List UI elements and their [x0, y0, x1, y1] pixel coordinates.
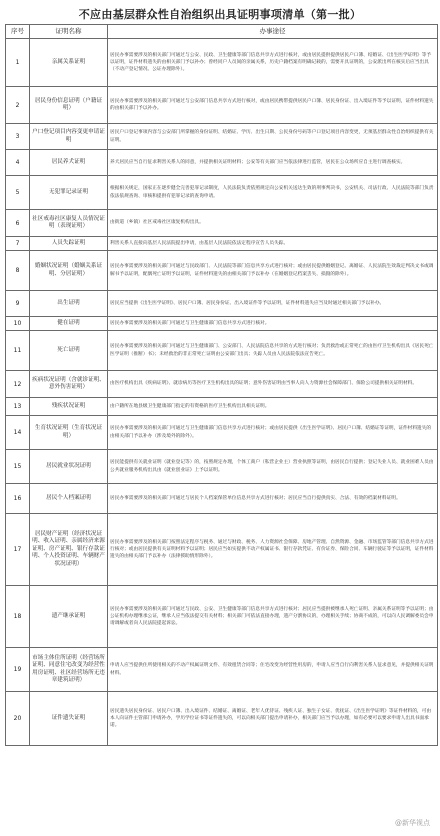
row-name: 无犯罪记录证明: [30, 176, 108, 210]
table-row: [6, 150, 438, 176]
row-way: 居民遗失居民身份证、居民户口簿、出入境证件、结婚证、离婚证、老年人优待证、残疾人证、独生子女证、优抚证、《出生医学证明》等证件材料的，可由本人向证件主管部门申请补办，学历学位证书等证件遗失的，可以向相关部门提出申请补办，相关部门应当予以办理，如有必要可以要求申请人出具书面承诺。: [108, 692, 438, 746]
table-row: [6, 237, 438, 251]
certificate-list-table: [5, 24, 438, 746]
row-name: 居民就业状况证明: [30, 450, 108, 484]
row-num: 2: [6, 87, 30, 124]
table-row: [6, 692, 438, 746]
table-row: [6, 648, 438, 692]
table-row: [6, 176, 438, 210]
row-way: 居民办事需要涉及的相关部门按照法定程序与税务、通过与财政、税务、人力资源社会保障、房地产管理、自然资源、金融、市场监管等部门信息共享方式进行核对；或由居民提供有关证明材料予以证明；居民应当如实提供不动产权属证书、银行存款凭证、有价证券、保险合同、车辆行驶证等予以证明，证件材料遗失的由相关部门予以补办（法律援助情形除外）。: [108, 514, 438, 586]
row-num: 18: [6, 586, 30, 648]
table-header-row: [6, 25, 438, 39]
row-way: 由户籍所在地县级卫生健康部门指定的有资格的医疗卫生机构出具相关证明。: [108, 398, 438, 416]
header-num: 序号: [6, 25, 30, 39]
table-row: [6, 398, 438, 416]
table-row: [6, 210, 438, 237]
row-num: 9: [6, 291, 30, 317]
row-name: 证件遗失证明: [30, 692, 108, 746]
row-num: 16: [6, 484, 30, 514]
row-num: 19: [6, 648, 30, 692]
row-name: 疾病状况证明（含就诊证明、意外伤害证明）: [30, 371, 108, 398]
table-row: [6, 416, 438, 450]
row-name: 社区戒毒社区康复人员情况证明（表现证明）: [30, 210, 108, 237]
table-row: [6, 39, 438, 87]
table-row: [6, 291, 438, 317]
row-num: 8: [6, 251, 30, 291]
row-num: 13: [6, 398, 30, 416]
row-num: 7: [6, 237, 30, 251]
row-num: 17: [6, 514, 30, 586]
row-way: 居民户口登记事项内容与公安部门所掌握的身份证明、结婚证、学历、出生日期、公民身份号码等户口登记项目内容变更，无须基层群众性自治组织提供有关证明。: [108, 124, 438, 150]
row-way: 居民能提供有关就业证明（就业登记等）的，按照规定办理，个体工商户（私营企业主）营业执照等证明，由居民自行提供；登记失业人员、就业困难人员由公共就业服务机构出具由《就业创业证》上予以证明。: [108, 450, 438, 484]
row-num: 10: [6, 317, 30, 331]
row-way: 居民办事需要涉及的相关部门可通过与卫生健康部门信息共享方式进行核对。: [108, 317, 438, 331]
row-way: 居民办事需要涉及的相关部门可通过与公安部门信息共享方式进行核对，或由居民携带提供居民户口簿、居民身份证、出入境证件等予以证明，证件材料遗失的由相关部门予以补办。: [108, 87, 438, 124]
row-num: 12: [6, 371, 30, 398]
row-way: 居民办事需要涉及的相关部门可通过与公安、民政、卫生健康等部门信息共享方式进行核对，或由居民提供提供居民户口簿、结婚证、《出生医学证明》等予以证明，证件材料遗失的由相关部门予以补办；曾经同户人员间的亲属关系，历史户籍档案有明确记载的，需要开具证明的，公安派出所在核实后应当出具（不动产登记情况、公证办理除外）。: [108, 39, 438, 87]
row-num: 20: [6, 692, 30, 746]
row-way: 居民办事需要涉及的相关部门可通过与民政部门、人民法院等部门信息共享方式进行核对；或由居民提供婚姻登记、离婚证、人民法院生效裁定判决文书或调解书予以证明，配偶死亡证明予以证明，证件材料遗失的由相关部门予以补办（在婚姻登记档案丢失、损毁的除外）。: [108, 251, 438, 291]
row-way: 申请人应当提供住所使用相关的不动产权属证明文件、有效租赁合同等；住宅改变为经营性用房的，申请人应当自行向利害关系人征求意见，并提供相关证明材料。: [108, 648, 438, 692]
row-name: 户口登记项目内容变更申请证明: [30, 124, 108, 150]
row-way: 由医疗机构出具《疾病证明》、就诊病历等医疗卫生机构出具的证明；意外伤害证明由当事人向人力资源社会保障部门、保险公司提供相关证明材料。: [108, 371, 438, 398]
row-way: 居民办事需要涉及的相关部门可通过与卫生健康部门信息共享方式进行核对；或由居民提供《出生医学证明》、居民户口簿、结婚证等证明，证件材料遗失的由相关部门予以补办（涉及境外的除外）。: [108, 416, 438, 450]
row-name: 居民个人档案证明: [30, 484, 108, 514]
row-num: 14: [6, 416, 30, 450]
table-row: [6, 514, 438, 586]
header-way: 办事途径: [108, 25, 438, 39]
watermark: @新华视点: [395, 819, 430, 827]
table-row: [6, 450, 438, 484]
row-name: 出生证明: [30, 291, 108, 317]
row-num: 11: [6, 331, 30, 371]
row-name: 死亡证明: [30, 331, 108, 371]
row-way: 居民办事需要涉及的相关部门可通过与卫生健康部门、公安部门、人民法院信息共享的方式进行核对；负责救治或正常死亡的由医疗卫生机构出具《居民死亡医学证明（推断）书》；未经救治的非正常死亡证明由公安部门出具；失踪人员由人民法院依法宣告死亡。: [108, 331, 438, 371]
row-name: 婚姻状况证明（婚姻关系证明、分居证明）: [30, 251, 108, 291]
row-name: 居民财产证明（经济状况证明、收入证明、亲属经济来源证明、房产证明、银行存款证明、个人投资证明、车辆财产状况证明）: [30, 514, 108, 586]
row-way: 居民应当提供《出生医学证明》、居民户口簿、居民身份证、出入境证件等予以证明，证件材料遗失应当及时通过相关部门予以补办。: [108, 291, 438, 317]
row-way: 居民办事需要涉及的相关部门可通过与居民个人档案保管单位信息共享方式进行核对；居民应当自行提供真实、合法、有效的档案材料证明。: [108, 484, 438, 514]
table-row: [6, 124, 438, 150]
row-name: 亲属关系证明: [30, 39, 108, 87]
table-row: [6, 331, 438, 371]
row-way: 养犬居民应当自行征求利害关系人的同意，并提供相关证明材料；公安等有关部门应当依法律进行监管，居民在公众场所应自主进行调查核实。: [108, 150, 438, 176]
row-name: 居民养犬证明: [30, 150, 108, 176]
row-name: 遗产继承证明: [30, 586, 108, 648]
row-name: 健在证明: [30, 317, 108, 331]
table-row: [6, 87, 438, 124]
row-way: 居民办事需要涉及的相关部门可通过与民政、公安、卫生健康等部门信息共享方式进行核对；居民应当提供被继承人死亡证明、亲属关系证明等予以证明；由公证机构办理继承公证，继承人应当依法提交有关材料；相关部门可依法直接办理，遗产分割协议的，办理相关手续；协商不成的，可以向人民调解委员会申请调解或者向人民法院提起诉讼。: [108, 586, 438, 648]
row-way: 由街道（乡镇）社区戒毒社区康复机构出具。: [108, 210, 438, 237]
row-name: 市场主体住所证明（经营场所证明、同意住宅改变为经营性用房证明、社区经营场所无违章建筑证明）: [30, 648, 108, 692]
row-num: 1: [6, 39, 30, 87]
table-row: [6, 371, 438, 398]
row-num: 4: [6, 150, 30, 176]
row-num: 3: [6, 124, 30, 150]
row-way: 根据相关规定，国家正在逐步健全完善犯罪记录制度，人民法院负责依照规定向公安机关送达生效的刑事判决书，公安机关、司法行政、人民法院等部门负责依法依规查询、审核和提供有犯罪记录的查询申请。: [108, 176, 438, 210]
row-num: 6: [6, 210, 30, 237]
table-row: [6, 586, 438, 648]
row-name: 生育状况证明（生育状况证明）: [30, 416, 108, 450]
row-num: 15: [6, 450, 30, 484]
row-num: 5: [6, 176, 30, 210]
table-row: [6, 484, 438, 514]
header-name: 证明名称: [30, 25, 108, 39]
row-name: 居民身份信息证明（户籍证明）: [30, 87, 108, 124]
row-way: 利害关系人直接向基层人民法院提出申请，由基层人民法院依法定程序宣告人员失踪。: [108, 237, 438, 251]
table-row: [6, 317, 438, 331]
row-name: 残疾状况证明: [30, 398, 108, 416]
document-title: 不应由基层群众性自治组织出具证明事项清单（第一批）: [78, 8, 362, 21]
table-row: [6, 251, 438, 291]
row-name: 人员失踪证明: [30, 237, 108, 251]
